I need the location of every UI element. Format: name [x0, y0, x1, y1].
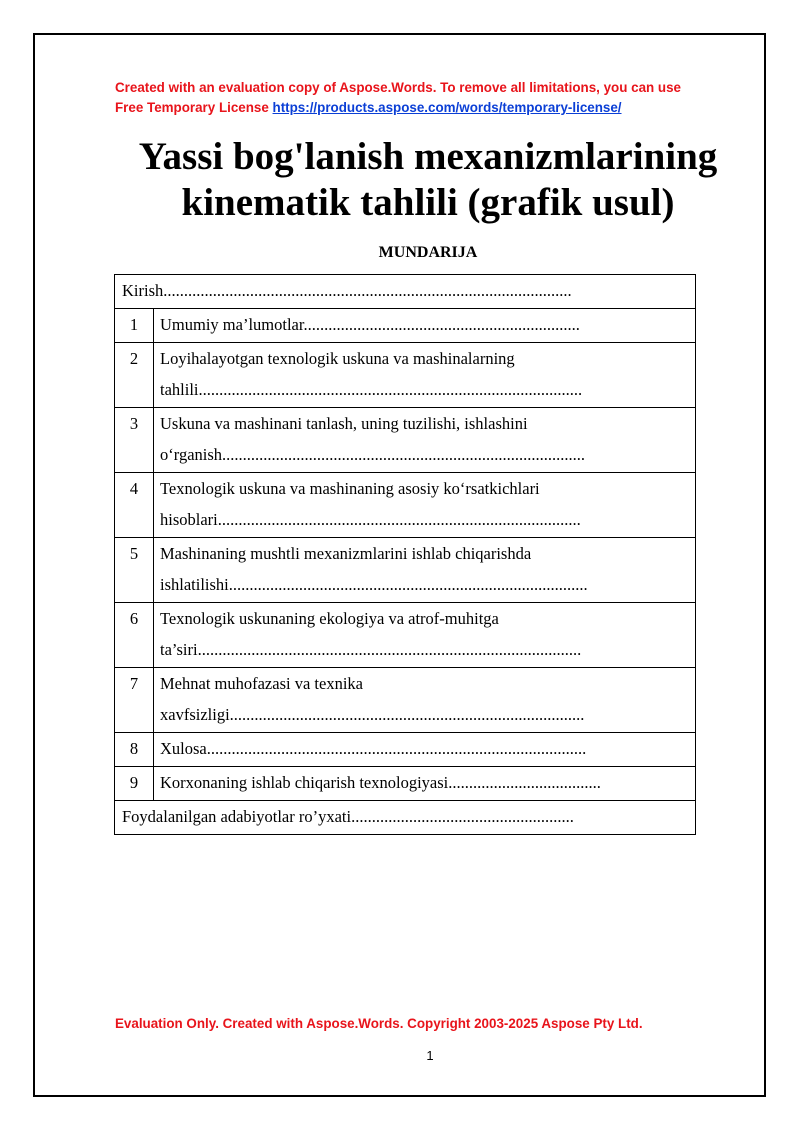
- toc-intro: Kirish...................................................................................................: [115, 275, 696, 309]
- document-title-line2: kinematik tahlili (grafik usul): [181, 181, 675, 224]
- toc-item-text: [154, 309, 696, 343]
- evaluation-footer: Evaluation Only. Created with Aspose.Words. Copyright 2003-2025 Aspose Pty Ltd.: [115, 1016, 643, 1031]
- temporary-license-link[interactable]: https://products.aspose.com/words/temporary-license/: [272, 100, 622, 115]
- toc-item-line: Uskuna va mashinani tanlash, uning tuzilishi, ishlashini: [160, 414, 528, 433]
- toc-item-line: ishlatilishi.......................................................................................: [160, 575, 588, 594]
- toc-item-text: [154, 343, 696, 408]
- toc-item-line: Texnologik uskunaning ekologiya va atrof-muhitga: [160, 609, 499, 628]
- evaluation-header-line1: Created with an evaluation copy of Aspose.Words. To remove all limitations, you can use: [115, 80, 682, 95]
- toc-item-text: [154, 538, 696, 603]
- toc-item-line: Texnologik uskuna va mashinaning asosiy ko‘rsatkichlari: [160, 479, 540, 498]
- toc-row: [115, 309, 696, 343]
- toc-row: [115, 538, 696, 603]
- toc-row: [115, 767, 696, 801]
- toc-references: Foydalanilgan adabiyotlar ro’yxati......................................................: [115, 801, 696, 835]
- toc-item-line: ta’siri.............................................................................................: [160, 640, 582, 659]
- page-number: 1: [426, 1048, 434, 1063]
- toc-heading: MUNDARIJA: [378, 244, 478, 261]
- toc-row: [115, 603, 696, 668]
- evaluation-header-line2: [115, 98, 735, 118]
- toc-row: [115, 343, 696, 408]
- toc-item-line: hisoblari........................................................................................: [160, 510, 581, 529]
- toc-item-line: Loyihalayotgan texnologik uskuna va mashinalarning: [160, 349, 515, 368]
- document-title-line1: Yassi bog'lanish mexanizmlarining: [138, 135, 718, 178]
- toc-item-number: 3: [115, 408, 154, 473]
- toc-item-line: o‘rganish........................................................................................: [160, 445, 586, 464]
- toc-item-number: 5: [115, 538, 154, 603]
- toc-item-number: 9: [115, 767, 154, 801]
- toc-item-text: [154, 733, 696, 767]
- toc-item-number: 2: [115, 343, 154, 408]
- toc-row-intro: [115, 275, 696, 309]
- toc-item-number: 8: [115, 733, 154, 767]
- toc-item-line: xavfsizligi......................................................................................: [160, 705, 585, 724]
- toc-item-number: 1: [115, 309, 154, 343]
- toc-item-line: tahlili.............................................................................................: [160, 380, 583, 399]
- toc-item-line: Korxonaning ishlab chiqarish texnologiyasi.....................................: [160, 773, 601, 792]
- toc-item-number: 4: [115, 473, 154, 538]
- toc-item-text: [154, 767, 696, 801]
- toc-item-text: [154, 408, 696, 473]
- toc-item-line: Umumiy ma’lumotlar...................................................................: [160, 315, 580, 334]
- toc-item-text: [154, 603, 696, 668]
- table-of-contents: [114, 274, 696, 835]
- toc-row: [115, 733, 696, 767]
- toc-row-references: [115, 801, 696, 835]
- toc-item-line: Xulosa............................................................................................: [160, 739, 587, 758]
- toc-row: [115, 668, 696, 733]
- toc-item-line: Mehnat muhofazasi va texnika: [160, 674, 363, 693]
- toc-item-number: 6: [115, 603, 154, 668]
- toc-item-text: [154, 668, 696, 733]
- toc-row: [115, 473, 696, 538]
- toc-item-text: [154, 473, 696, 538]
- toc-row: [115, 408, 696, 473]
- evaluation-header: [115, 78, 735, 118]
- toc-item-line: Mashinaning mushtli mexanizmlarini ishlab chiqarishda: [160, 544, 532, 563]
- document-title: [90, 134, 766, 226]
- toc-item-number: 7: [115, 668, 154, 733]
- evaluation-license-text: Free Temporary License: [115, 100, 273, 115]
